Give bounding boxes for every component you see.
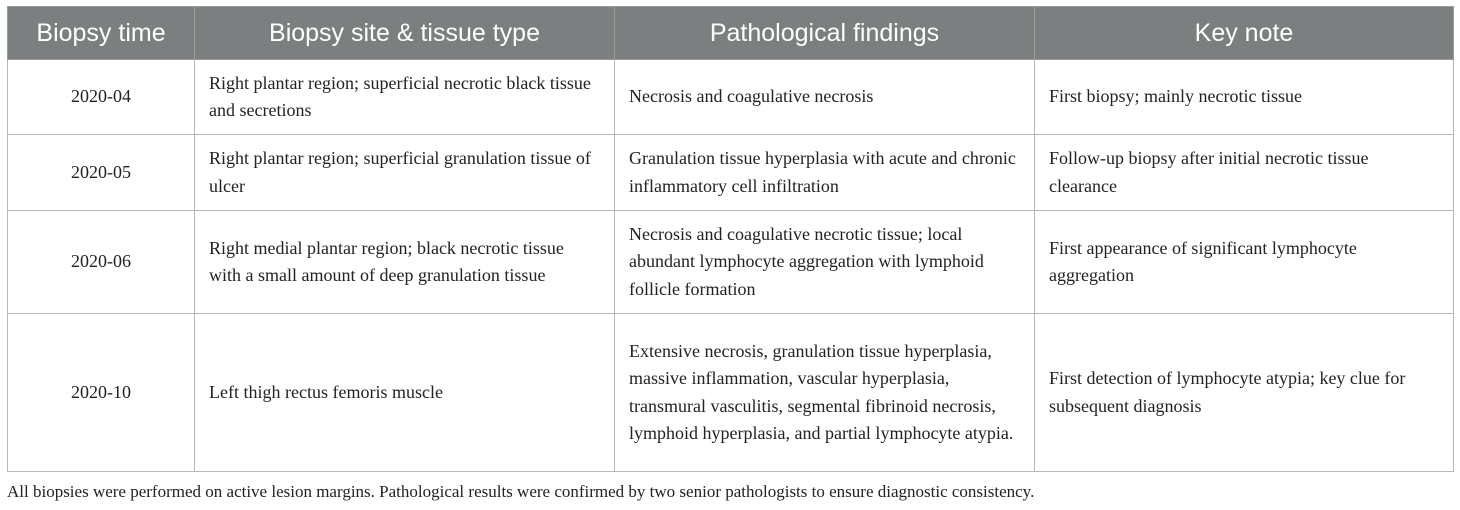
cell-biopsy-time: 2020-06 (8, 211, 195, 314)
header-biopsy-time: Biopsy time (8, 7, 195, 60)
cell-biopsy-site: Right plantar region; superficial necrotic black tissue and secretions (195, 60, 615, 135)
header-pathological-findings: Pathological findings (615, 7, 1035, 60)
cell-biopsy-time: 2020-10 (8, 314, 195, 472)
header-biopsy-site: Biopsy site & tissue type (195, 7, 615, 60)
cell-key-note: First detection of lymphocyte atypia; key clue for subsequent diagnosis (1035, 314, 1454, 472)
cell-pathological-findings: Necrosis and coagulative necrotic tissue; local abundant lymphocyte aggregation with lymphoid follicle formation (615, 211, 1035, 314)
cell-key-note: First biopsy; mainly necrotic tissue (1035, 60, 1454, 135)
table-row (8, 211, 1454, 314)
cell-pathological-findings: Extensive necrosis, granulation tissue hyperplasia, massive inflammation, vascular hyperplasia, transmural vasculitis, segmental fibrinoid necrosis, lymphoid hyperplasia, and partial lymphocyte atypia. (615, 314, 1035, 472)
header-key-note: Key note (1035, 7, 1454, 60)
table-footnote: All biopsies were performed on active lesion margins. Pathological results were confirmed by two senior pathologists to ensure diagnostic consistency. (7, 482, 1035, 501)
cell-key-note: First appearance of significant lymphocyte aggregation (1035, 211, 1454, 314)
cell-biopsy-site: Right plantar region; superficial granulation tissue of ulcer (195, 135, 615, 211)
cell-biopsy-time: 2020-04 (8, 60, 195, 135)
biopsy-table-container (7, 6, 1453, 472)
cell-biopsy-site: Left thigh rectus femoris muscle (195, 314, 615, 472)
header-row (8, 7, 1454, 60)
cell-pathological-findings: Granulation tissue hyperplasia with acute and chronic inflammatory cell infiltration (615, 135, 1035, 211)
biopsy-table (7, 6, 1454, 472)
cell-key-note: Follow-up biopsy after initial necrotic tissue clearance (1035, 135, 1454, 211)
cell-biopsy-time: 2020-05 (8, 135, 195, 211)
table-row (8, 314, 1454, 472)
table-row (8, 135, 1454, 211)
table-row (8, 60, 1454, 135)
cell-pathological-findings: Necrosis and coagulative necrosis (615, 60, 1035, 135)
cell-biopsy-site: Right medial plantar region; black necrotic tissue with a small amount of deep granulation tissue (195, 211, 615, 314)
